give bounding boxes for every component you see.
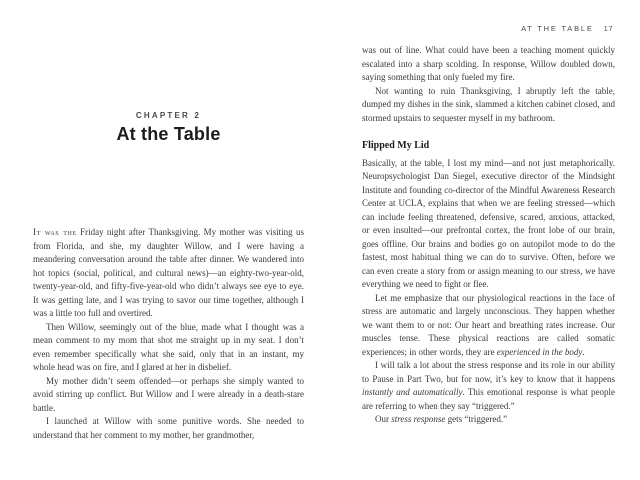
paragraph: Then Willow, seemingly out of the blue, made what I thought was a mean comment to my mom that shot me straight up in my seat. I don’t even remember specifically what she said, only that in an instant, my whole head was on fire, and I glared at her in disbelief.: [33, 321, 304, 372]
paragraph: I launched at Willow with some punitive words. She needed to understand that her comment to my mother, her grandmother,: [33, 416, 304, 440]
left-page: [33, 0, 304, 480]
running-header: [521, 24, 613, 33]
running-header-title: AT THE TABLE: [521, 24, 594, 33]
paragraph: Let me emphasize that our physiological reactions in the face of stress are automatic and largely unconscious. They happen whether we want them to or not: Our heart and breathing rates increase. Our muscles tense. These physical reactions are called somatic experiences; in other words, they are experienced in the body.: [362, 292, 615, 357]
paragraph: Our stress response gets “triggered.”: [375, 414, 508, 424]
chapter-label: CHAPTER 2: [135, 111, 202, 120]
chapter-title: At the Table: [116, 124, 221, 144]
left-page-body: [33, 226, 304, 442]
right-page: [362, 0, 615, 480]
paragraph: My mother didn’t seem offended—or perhaps she simply wanted to avoid stirring up conflict. But Willow and I were already in a death-stare battle.: [33, 375, 304, 413]
paragraph: Not wanting to ruin Thanksgiving, I abruptly left the table, dumped my dishes in the sink, slammed a kitchen cabinet closed, and stormed upstairs to sequester myself in my bathroom.: [362, 85, 615, 123]
section-heading: Flipped My Lid: [362, 140, 430, 151]
paragraph: was out of line. What could have been a teaching moment quickly escalated into a sharp scolding. In response, Willow doubled down, saying something that only fueled my fire.: [362, 45, 615, 82]
paragraph: Basically, at the table, I lost my mind—and not just metaphorically. Neuropsychologist Dan Siegel, executive director of the Mindsight Institute and founding co-director of the Mindful Awareness Research Center at UCLA, explains that when we are feeling stressed—which can include feeling threatened, defensive, scared, anxious, attacked, or even insulted—our prefrontal cortex, the front lobe of our brain, goes offline. Our brains and bodies go on autopilot mode to do the fastest, most habitual thing we can do to survive. Often, before we can even create a story from or assign meaning to our stress, we have everything we need to fight or flee.: [362, 157, 615, 289]
right-page-body: [362, 44, 615, 427]
page-number: 17: [603, 24, 613, 33]
paragraph: I will talk a lot about the stress response and its role in our ability to Pause in Part Two, but for now, it’s key to know that it happens instantly and automatically. This emotional response is what people are referring to when they say “triggered.”: [362, 360, 615, 411]
paragraph: It was the Friday night after Thanksgiving. My mother was visiting us from Florida, and she, my daughter Willow, and I were having a meandering conversation around the table after dinner. We wandered into hot topics (social, political, and cultural news)—an eighty-two-year-old, twenty-year-old, and fifty-five-year-old who didn’t always see eye to eye. It was getting late, and I was trying to savor our time together, although I was a little too full and overtired.: [33, 227, 304, 318]
